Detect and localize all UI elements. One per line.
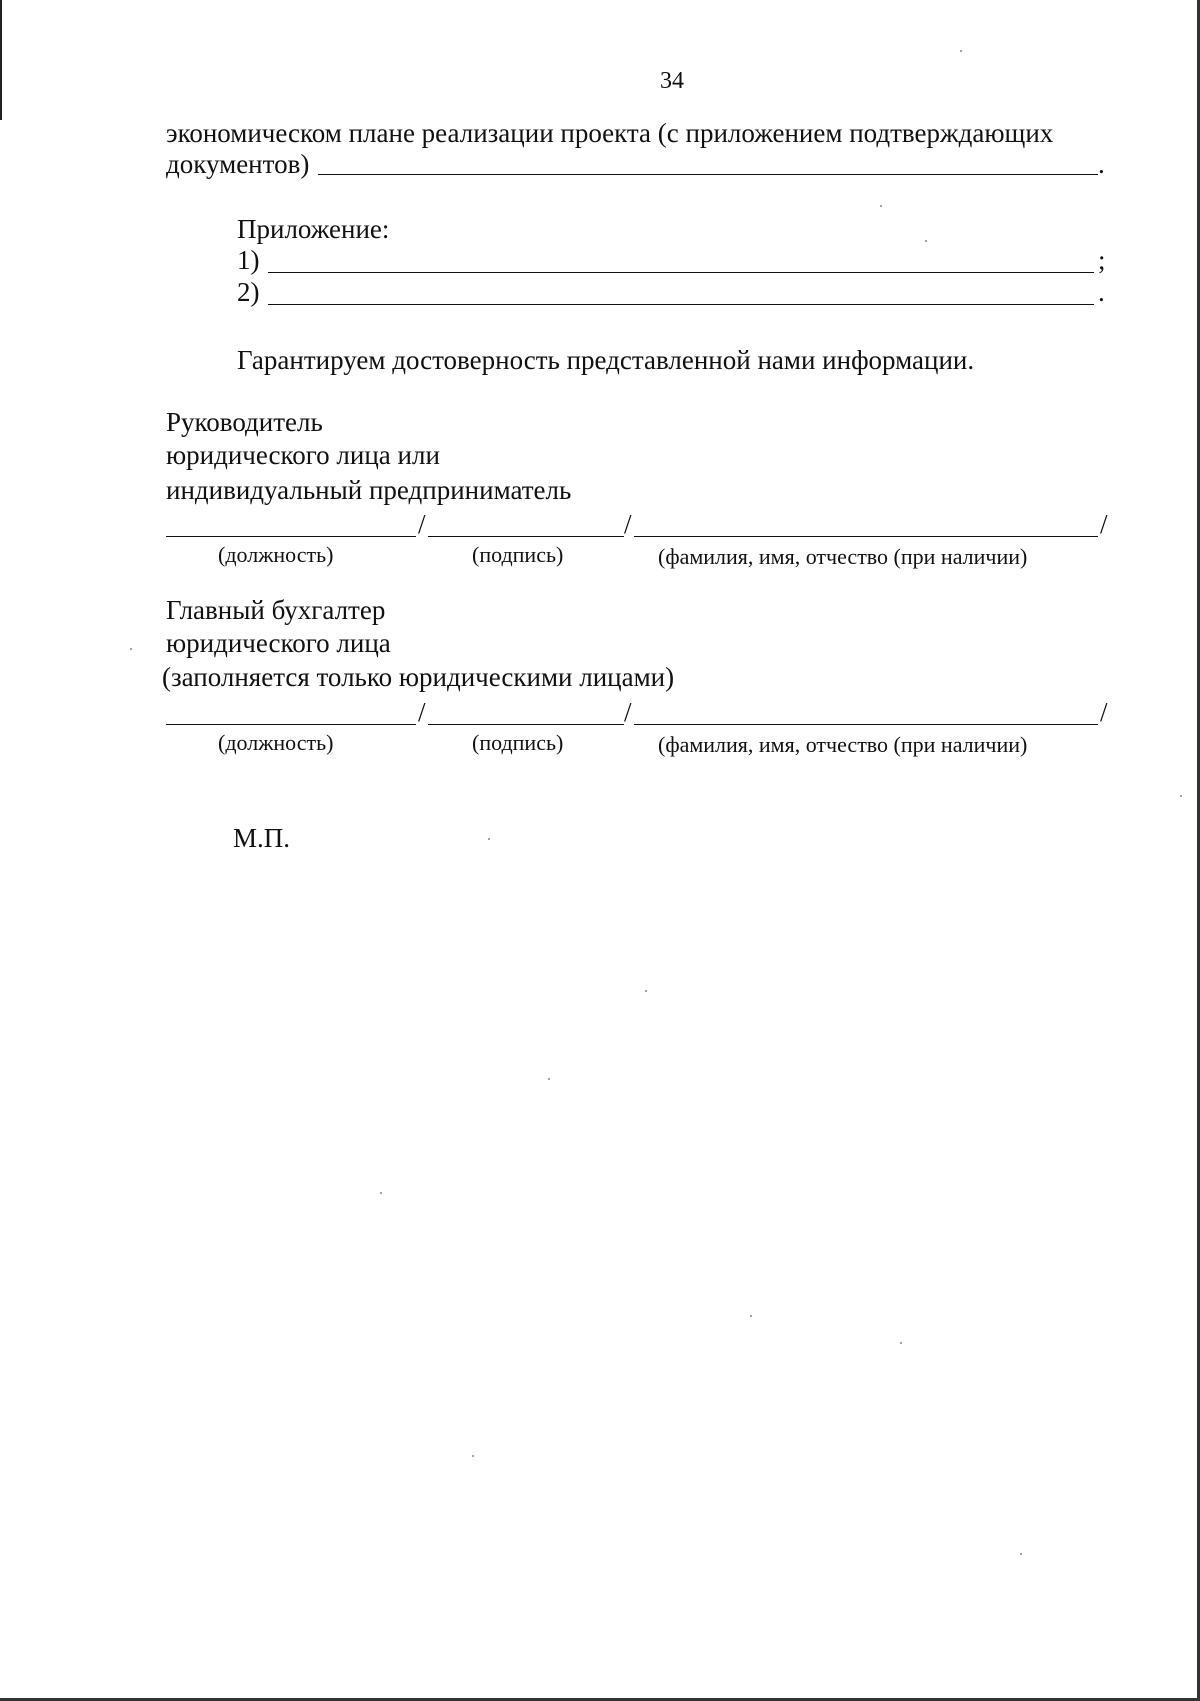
scan-speck (900, 1342, 902, 1344)
head-separator-2: / (624, 509, 632, 539)
scan-speck (1020, 1553, 1022, 1555)
intro-line-2: документов) (166, 149, 310, 179)
accountant-caption-signature: (подпись) (472, 730, 564, 755)
accountant-position-line[interactable] (166, 724, 416, 725)
accountant-title-line-2: юридического лица (166, 628, 391, 658)
intro-line-1: экономическом плане реализации проекта (с приложением подтверждающих (166, 118, 1054, 148)
attachment-1-end: ; (1098, 245, 1106, 275)
scan-speck (960, 50, 962, 52)
scan-edge-left (0, 0, 2, 120)
attachment-1-number: 1) (237, 245, 260, 275)
accountant-caption-position: (должность) (218, 730, 334, 755)
head-name-line[interactable] (634, 536, 1098, 537)
head-title-line-3: индивидуальный предприниматель (166, 475, 572, 505)
head-position-line[interactable] (166, 536, 416, 537)
head-caption-position: (должность) (218, 542, 334, 567)
accountant-name-line[interactable] (634, 724, 1098, 725)
scan-speck (548, 1078, 550, 1080)
stamp-placeholder: М.П. (233, 823, 291, 853)
head-title-line-1: Руководитель (166, 407, 323, 437)
attachment-1-fill-line[interactable] (268, 272, 1094, 273)
head-separator-1: / (418, 509, 426, 539)
accountant-title-line-3: (заполняется только юридическими лицами) (162, 662, 675, 692)
attachment-2-number: 2) (237, 277, 260, 307)
scan-speck (880, 205, 882, 207)
head-caption-name: (фамилия, имя, отчество (при наличии) (658, 544, 1028, 569)
page-number: 34 (660, 68, 684, 94)
scan-speck (380, 1192, 382, 1194)
scan-speck (130, 648, 132, 650)
accountant-title-line-1: Главный бухгалтер (166, 595, 386, 625)
head-title-line-2: юридического лица или (166, 440, 440, 470)
intro-line-2-end: . (1098, 149, 1105, 179)
attachment-2-fill-line[interactable] (268, 304, 1094, 305)
head-signature-line[interactable] (428, 536, 624, 537)
accountant-caption-name: (фамилия, имя, отчество (при наличии) (658, 732, 1028, 757)
attachment-2-end: . (1098, 277, 1105, 307)
scan-speck (1180, 795, 1182, 797)
scan-speck (925, 240, 927, 242)
documents-fill-line[interactable] (318, 174, 1098, 175)
head-caption-signature: (подпись) (472, 542, 564, 567)
accountant-separator-3: / (1100, 697, 1108, 727)
guarantee-statement: Гарантируем достоверность представленной нами информации. (237, 345, 975, 375)
accountant-signature-line[interactable] (428, 724, 624, 725)
accountant-separator-2: / (624, 697, 632, 727)
scan-speck (750, 1315, 752, 1317)
accountant-separator-1: / (418, 697, 426, 727)
scan-speck (472, 1455, 474, 1457)
scan-speck (645, 990, 647, 992)
scan-speck (488, 838, 490, 840)
attachments-heading: Приложение: (237, 214, 390, 244)
head-separator-3: / (1100, 509, 1108, 539)
